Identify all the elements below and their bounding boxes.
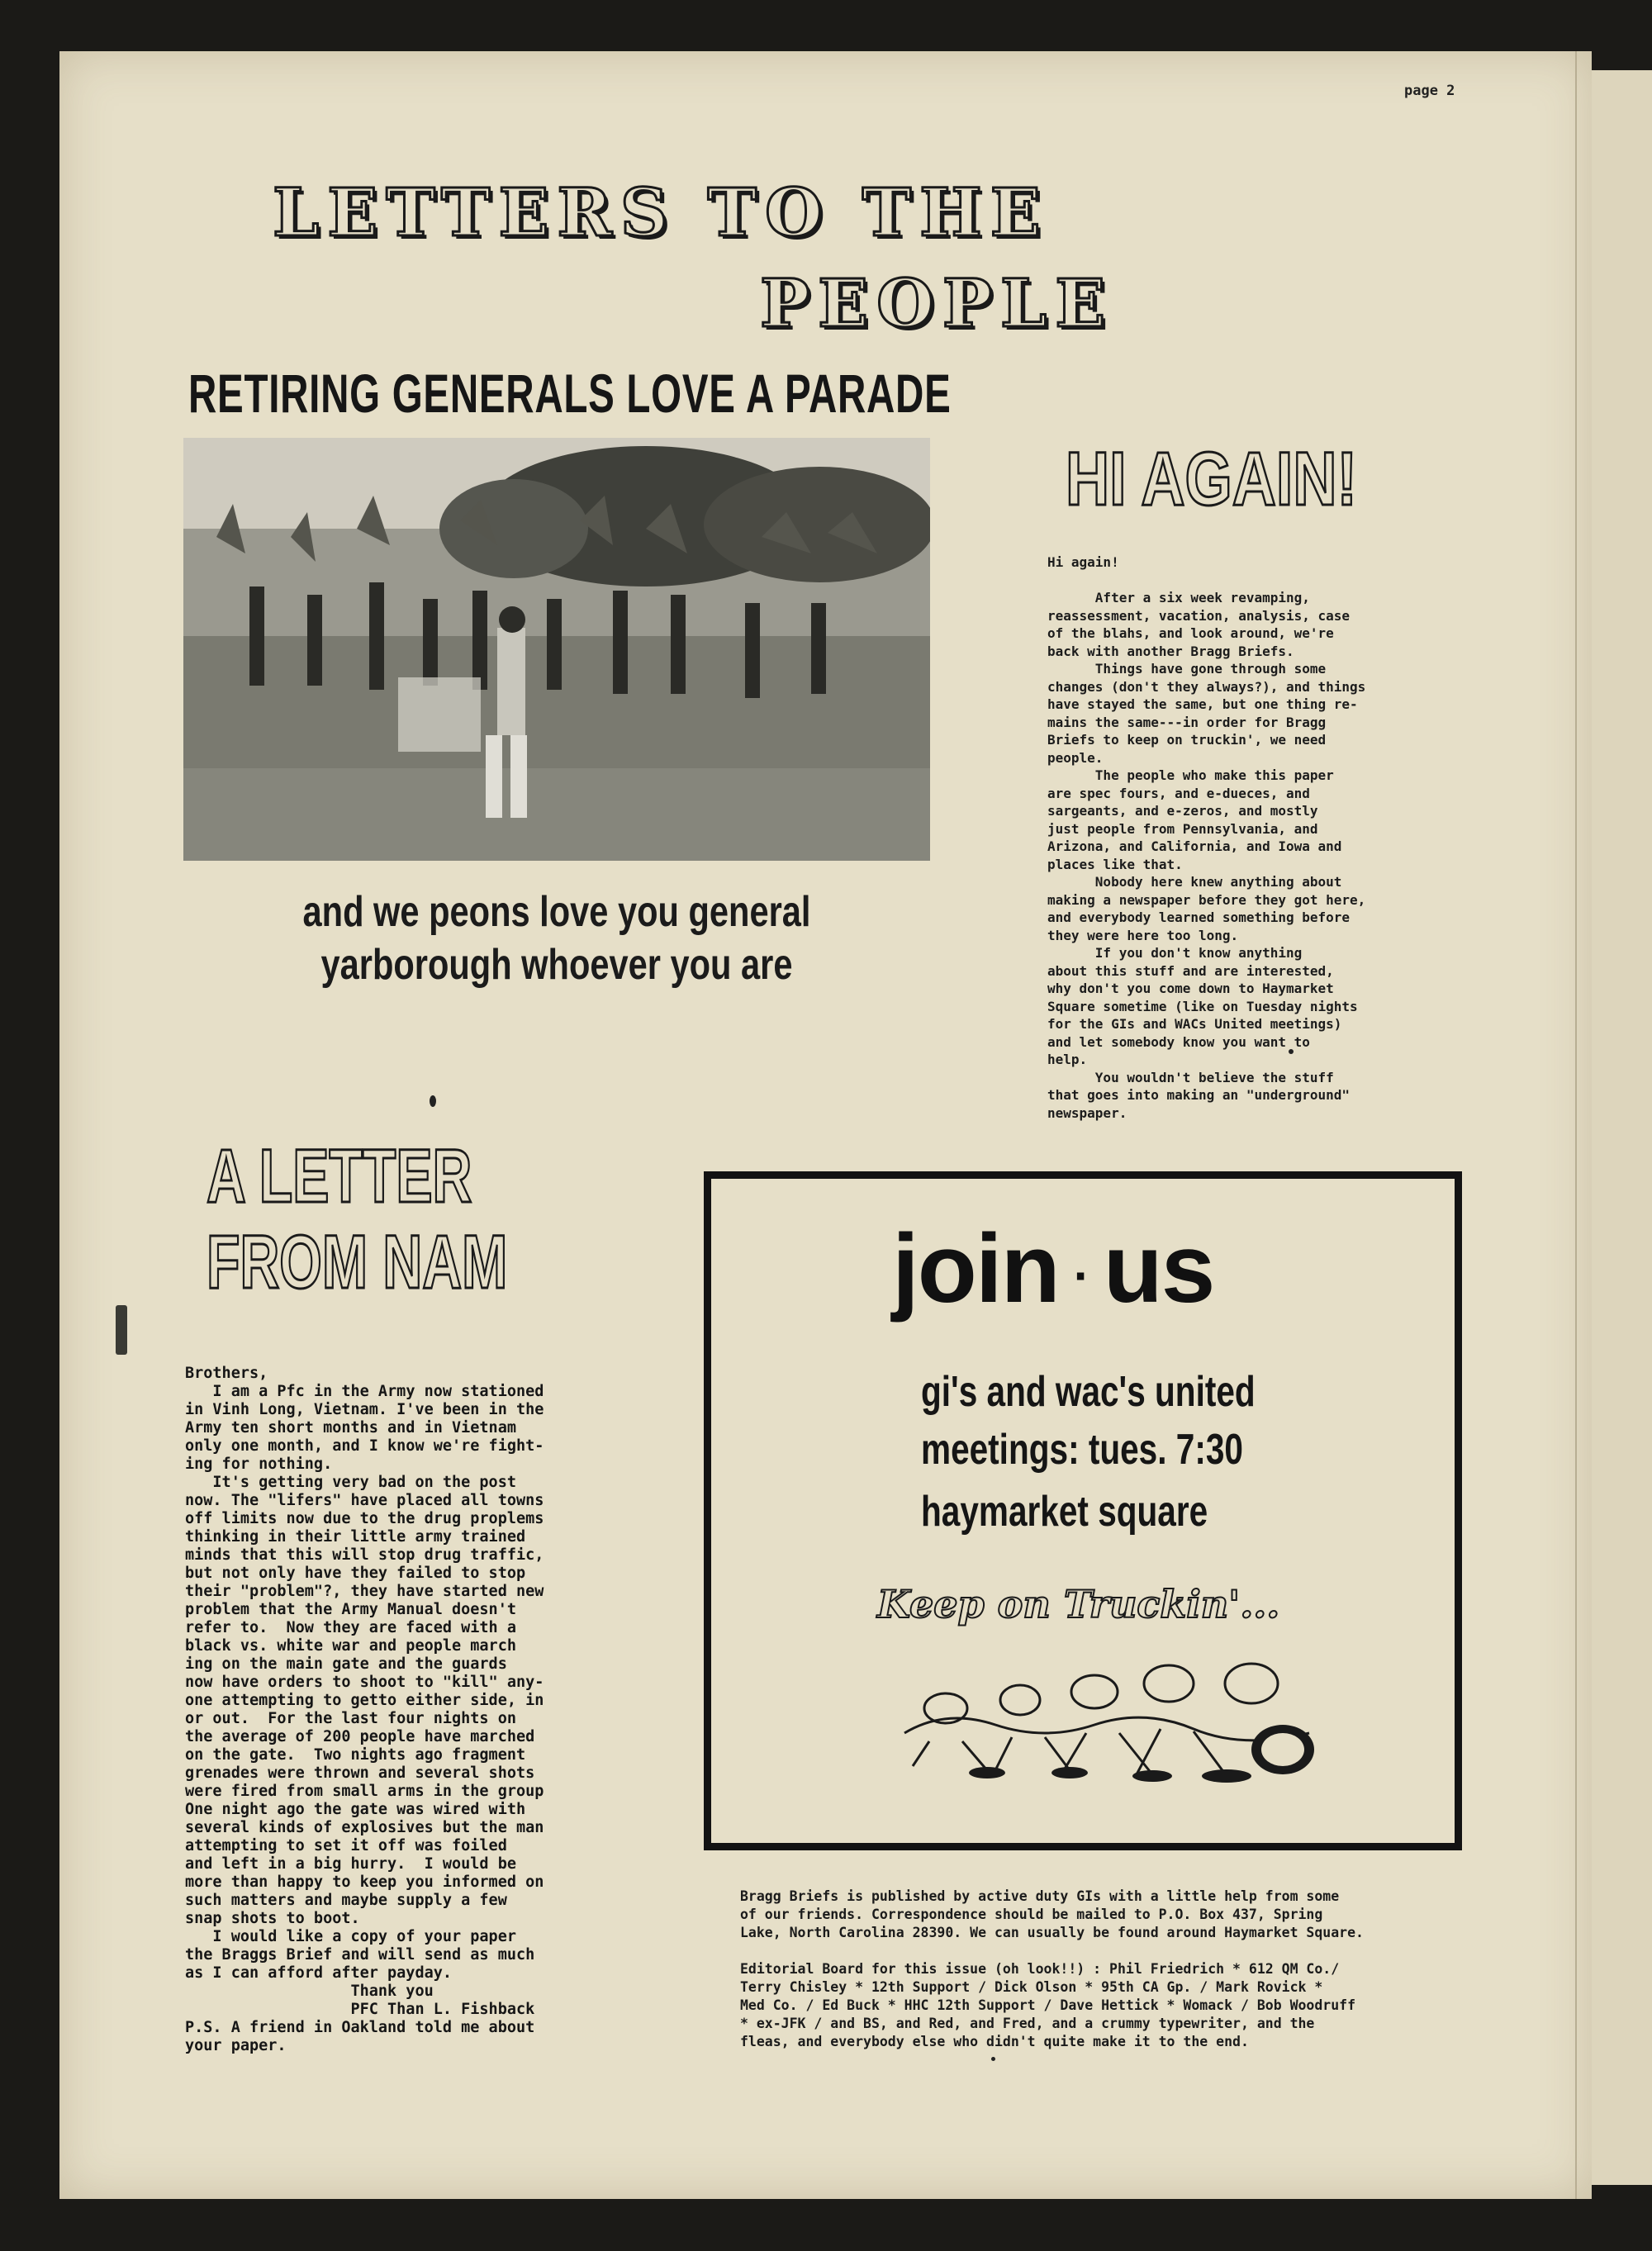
ink-speck	[1289, 1049, 1294, 1054]
ad-line-1: gi's and wac's united	[921, 1368, 1256, 1416]
letter-headline	[206, 1133, 507, 1305]
masthead-line-1: LETTERS TO THE	[273, 173, 1049, 251]
ink-speck	[991, 2057, 995, 2061]
masthead-line-2: PEOPLE	[760, 264, 1114, 342]
letter-headline-line-2: FROM NAM	[206, 1220, 508, 1304]
ad-line-2: meetings: tues. 7:30	[921, 1426, 1243, 1474]
ad-headline	[892, 1213, 1213, 1325]
hi-again-body: Hi again! After a six week revamping, reassessment, vacation, analysis, case of the blahs, and look around, we're back with another Bragg Briefs. Things have gone through some changes (don't they always?), and things have stayed the same, but one thing re- mains the same---in order for Bragg Briefs to keep on truckin', we need people. The people who make this paper are spec fours, and e-dueces, and sargeants, and e-zeros, and mostly just people from Pennsylvania, and Arizona, and California, and Iowa and places like that. Nobody here knew anything about making a newspaper before they got here, and everybody learned something before they were here too long. If you don't know anything about this stuff and are interested, why don't you come down to Haymarket Square sometime (like on Tuesday nights for the GIs and WACs United meetings) and let somebody know you want to help. You wouldn't believe the stuff that goes into making an "underground" newspaper.	[1047, 554, 1366, 1121]
ad-dot: ·	[1073, 1248, 1089, 1304]
parade-headline: RETIRING GENERALS LOVE A PARADE	[188, 363, 952, 424]
adjacent-page-edge	[1583, 70, 1652, 2185]
hi-again-headline: HI AGAIN!	[1066, 437, 1357, 521]
caption-line-2: yarborough whoever you are	[320, 941, 793, 989]
truckin-cartoon	[896, 1634, 1334, 1783]
ad-line-3: haymarket square	[921, 1488, 1208, 1536]
letter-body: Brothers, I am a Pfc in the Army now stationed in Vinh Long, Vietnam. I've been in the Army ten short months and in Vietnam only one month, and I know we're fight- ing for nothing. It's getting very bad on the post now. The "lifers" have placed all towns off limits now due to the drug proplems thinking in their little army trained minds that this will stop drug traffic, but not only have they failed to stop their "problem"?, they have started new problem that the Army Manual doesn't refer to. Now they are faced with a black vs. white war and people march ing on the main gate and the guards now have orders to shoot to "kill" any- one attempting to getto either side, in or out. For the last four nights on the average of 200 people have marched on the gate. Two nights ago fragment grenades were thrown and several shots were fired from small arms in the group One night ago the gate was wired with several kinds of explosives but the man attempting to set it off was foiled and left in a big hurry. I would be more than happy to keep you informed on such matters and maybe supply a few snap shots to boot. I would like a copy of your paper the Braggs Brief and will send as much as I can afford after payday. Thank you PFC Than L. Fishback P.S. A friend in Oakland told me about your paper.	[185, 1365, 544, 2054]
ink-speck	[116, 1305, 127, 1355]
parade-caption	[273, 886, 841, 991]
letter-headline-line-1: A LETTER	[206, 1134, 472, 1218]
colophon: Bragg Briefs is published by active duty GIs with a little help from some of our friends. Correspondence should be mailed to P.O. Box 437, Spring Lake, North Carolina 28390. We can usually be found around Haymarket Square. Editorial Board for this issue (oh look!!) : Phil Friedrich * 612 QM Co./ Terry Chisley * 12th Support / Dick Olson * 95th CA Gp. / Mark Rovick * Med Co. / Ed Buck * HHC 12th Support / Dave Hettick * Womack / Bob Woodruff * ex-JFK / and BS, and Red, and Fred, and a crummy typewriter, and the fleas, and everybody else who didn't quite make it to the end.	[740, 1888, 1364, 2049]
truckin-tagline: Keep on Truckin'...	[877, 1582, 1280, 1627]
caption-line-1: and we peons love you general	[302, 888, 811, 936]
ink-speck	[430, 1095, 436, 1107]
ad-headline-word-2: us	[1103, 1214, 1214, 1323]
page-fold	[1575, 51, 1577, 2199]
page-number: page 2	[1404, 83, 1455, 99]
parade-photo-illustration	[183, 438, 930, 861]
parade-photo	[183, 438, 930, 861]
ad-headline-word-1: join	[892, 1214, 1059, 1323]
